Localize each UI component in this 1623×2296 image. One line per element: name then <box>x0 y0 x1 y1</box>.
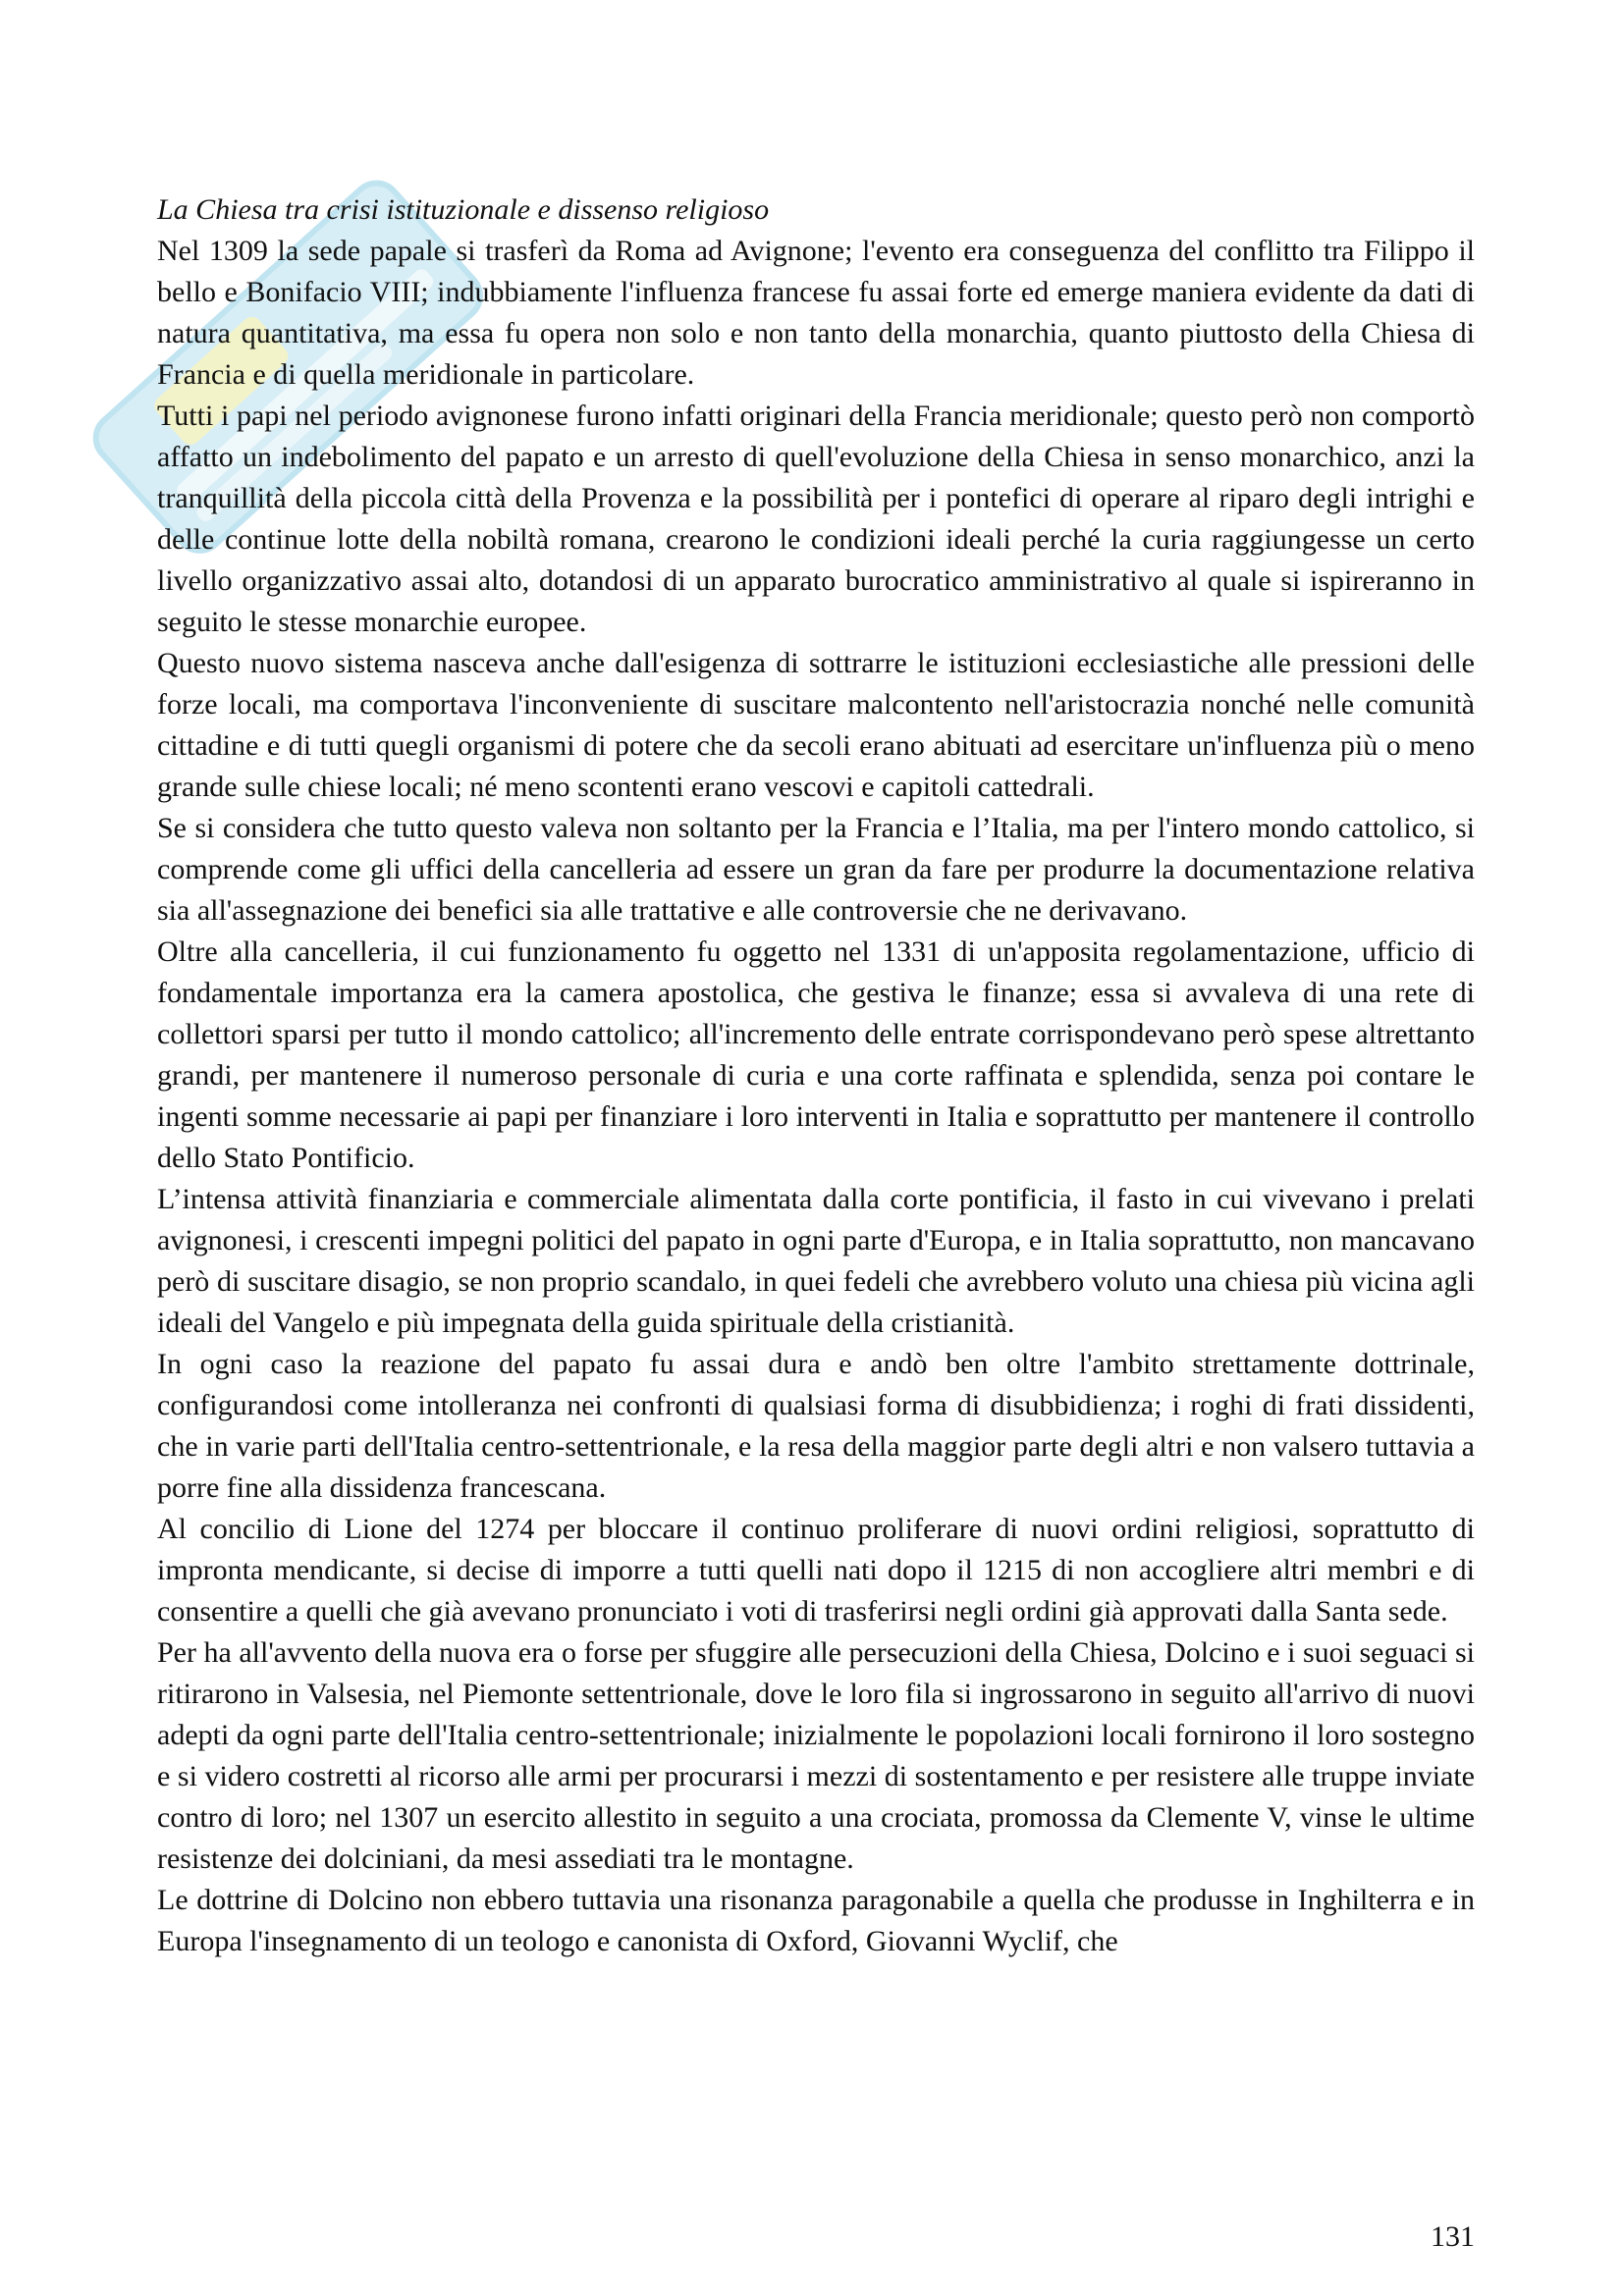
paragraph: Oltre alla cancelleria, il cui funzionamento fu oggetto nel 1331 di un'apposita regolamentazione, ufficio di fondamentale importanza era la camera apostolica, che gestiva le finanze; essa si avvaleva di una rete di collettori sparsi per tutto il mondo cattolico; all'incremento delle entrate corrispondevano però spese altrettanto grandi, per mantenere il numeroso personale di curia e una corte raffinata e splendida, senza poi contare le ingenti somme necessarie ai papi per finanziare i loro interventi in Italia e soprattutto per mantenere il controllo dello Stato Pontificio. <box>157 935 1475 1174</box>
paragraph: Le dottrine di Dolcino non ebbero tuttavia una risonanza paragonabile a quella che produsse in Inghilterra e in Europa l'insegnamento di un teologo e canonista di Oxford, Giovanni Wyclif, che <box>157 1884 1475 1957</box>
page-content <box>157 189 1475 1962</box>
paragraph: Questo nuovo sistema nasceva anche dall'esigenza di sottrarre le istituzioni ecclesiastiche alle pressioni delle forze locali, ma comportava l'inconveniente di suscitare malcontento nell'aristocrazia nonché nelle comunità cittadine e di tutti quegli organismi di potere che da secoli erano abituati ad esercitare un'influenza più o meno grande sulle chiese locali; né meno scontenti erano vescovi e capitoli cattedrali. <box>157 647 1475 803</box>
paragraph: Se si considera che tutto questo valeva non soltanto per la Francia e l’Italia, ma per l'intero mondo cattolico, si comprende come gli uffici della cancelleria ad essere un gran da fare per produrre la documentazione relativa sia all'assegnazione dei benefici sia alle trattative e alle controversie che ne derivavano. <box>157 812 1475 927</box>
section-title: La Chiesa tra crisi istituzionale e dissenso religioso <box>157 193 770 226</box>
paragraph: Al concilio di Lione del 1274 per bloccare il continuo proliferare di nuovi ordini religiosi, soprattutto di impronta mendicante, si decise di imporre a tutti quelli nati dopo il 1215 di non accogliere altri membri e di consentire a quelli che già avevano pronunciato i voti di trasferirsi negli ordini già approvati dalla Santa sede. <box>157 1513 1475 1628</box>
page-number: 131 <box>1431 2220 1475 2253</box>
paragraph: Tutti i papi nel periodo avignonese furono infatti originari della Francia meridionale; questo però non comportò affatto un indebolimento del papato e un arresto di quell'evoluzione della Chiesa in senso monarchico, anzi la tranquillità della piccola città della Provenza e la possibilità per i pontefici di operare al riparo degli intrighi e delle continue lotte della nobiltà romana, crearono le condizioni ideali perché la curia raggiungesse un certo livello organizzativo assai alto, dotandosi di un apparato burocratico amministrativo al quale si ispireranno in seguito le stesse monarchie europee. <box>157 400 1475 638</box>
paragraph: L’intensa attività finanziaria e commerciale alimentata dalla corte pontificia, il fasto in cui vivevano i prelati avignonesi, i crescenti impegni politici del papato in ogni parte d'Europa, e in Italia soprattutto, non mancavano però di suscitare disagio, se non proprio scandalo, in quei fedeli che avrebbero voluto una chiesa più vicina agli ideali del Vangelo e più impegnata della guida spirituale della cristianità. <box>157 1183 1475 1339</box>
paragraph: Per ha all'avvento della nuova era o forse per sfuggire alle persecuzioni della Chiesa, Dolcino e i suoi seguaci si ritirarono in Valsesia, nel Piemonte settentrionale, dove le loro fila si ingrossarono in seguito all'arrivo di nuovi adepti da ogni parte dell'Italia centro-settentrionale; inizialmente le popolazioni locali fornirono il loro sostegno e si videro costretti al ricorso alle armi per procurarsi i mezzi di sostentamento e per resistere alle truppe inviate contro di loro; nel 1307 un esercito allestito in seguito a una crociata, promossa da Clemente V, vinse le ultime resistenze dei dolciniani, da mesi assediati tra le montagne. <box>157 1636 1475 1875</box>
paragraph: In ogni caso la reazione del papato fu assai dura e andò ben oltre l'ambito strettamente dottrinale, configurandosi come intolleranza nei confronti di qualsiasi forma di disubbidienza; i roghi di frati dissidenti, che in varie parti dell'Italia centro-settentrionale, e la resa della maggior parte degli altri e non valsero tuttavia a porre fine alla dissidenza francescana. <box>157 1348 1475 1504</box>
paragraph: Nel 1309 la sede papale si trasferì da Roma ad Avignone; l'evento era conseguenza del conflitto tra Filippo il bello e Bonifacio VIII; indubbiamente l'influenza francese fu assai forte ed emerge maniera evidente da dati di natura quantitativa, ma essa fu opera non solo e non tanto della monarchia, quanto piuttosto della Chiesa di Francia e di quella meridionale in particolare. <box>157 235 1475 391</box>
